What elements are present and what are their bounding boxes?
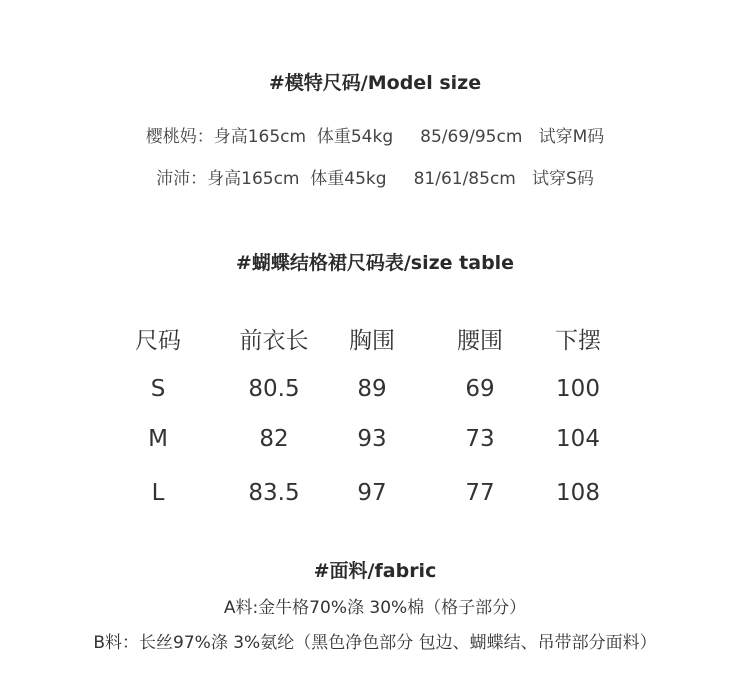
table-cell: 80.5 [248, 376, 300, 402]
table-cell: M [148, 426, 168, 452]
table-row [0, 426, 750, 460]
table-cell: L [151, 480, 165, 506]
column-header-size: 尺码 [135, 328, 181, 354]
column-header-bust: 胸围 [349, 328, 395, 354]
size-table-heading: #蝴蝶结格裙尺码表/size table [235, 252, 515, 274]
table-row [0, 480, 750, 514]
table-row [0, 376, 750, 410]
table-cell: 73 [465, 426, 495, 452]
fabric-line: B料：长丝97%涤 3%氨纶（黑色净色部分 包边、蝴蝶结、吊带部分面料） [93, 633, 657, 653]
table-cell: 97 [357, 480, 387, 506]
column-header-waist: 腰围 [457, 328, 503, 354]
fabric-line: A料:金牛格70%涤 30%棉（格子部分） [223, 598, 527, 618]
table-cell: 69 [465, 376, 495, 402]
model-size-heading: #模特尺码/Model size [268, 72, 482, 94]
table-cell: 89 [357, 376, 387, 402]
column-header-hem: 下摆 [555, 328, 601, 354]
model-info-line: 樱桃妈：身高165cm 体重54kg 85/69/95cm 试穿M码 [145, 127, 605, 147]
table-cell: 108 [556, 480, 600, 506]
table-cell: 104 [556, 426, 600, 452]
table-cell: S [150, 376, 166, 402]
table-cell: 100 [556, 376, 600, 402]
table-cell: 82 [259, 426, 289, 452]
model-info-line: 沛沛：身高165cm 体重45kg 81/61/85cm 试穿S码 [156, 169, 594, 189]
table-cell: 83.5 [248, 480, 300, 506]
table-cell: 77 [465, 480, 495, 506]
size-table-header-row [0, 322, 750, 356]
table-cell: 93 [357, 426, 387, 452]
column-header-length: 前衣长 [239, 328, 309, 354]
fabric-heading: #面料/fabric [313, 560, 437, 582]
